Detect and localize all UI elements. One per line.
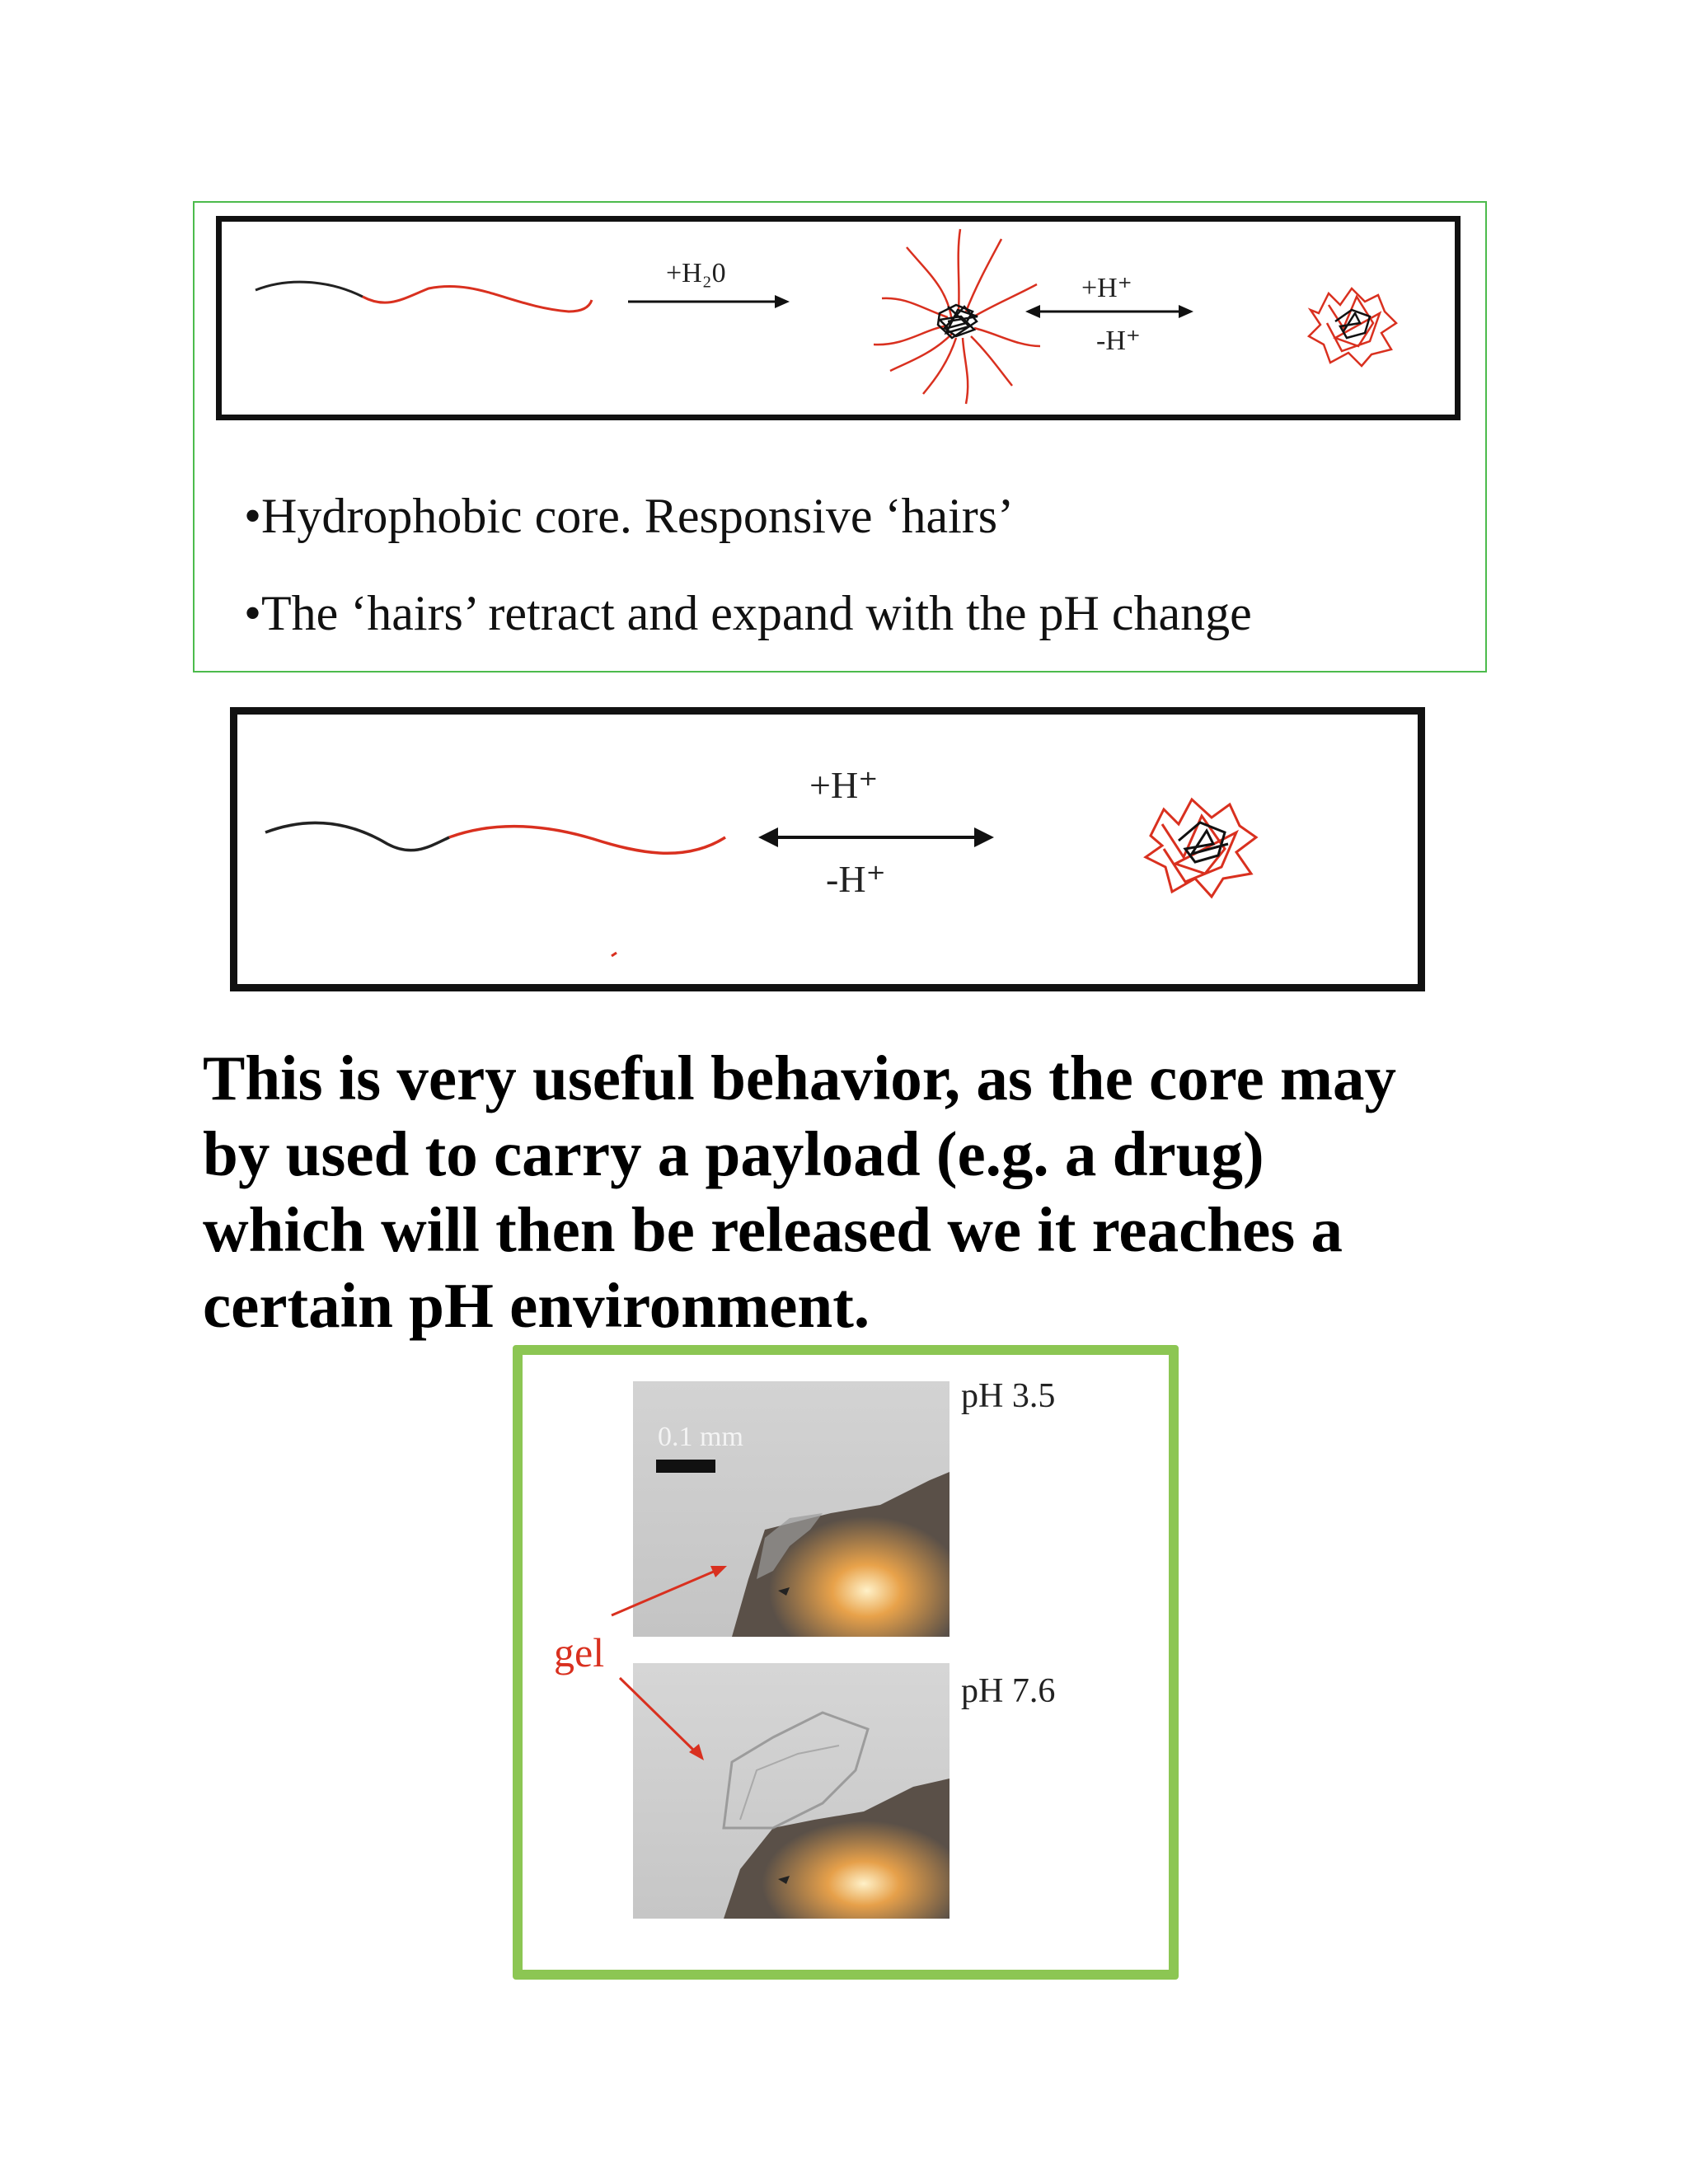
acid-remove-label-1: -H⁺	[1096, 326, 1141, 356]
gel-arrow-top-head	[710, 1566, 727, 1577]
gel-arrow-to-bottom-photo	[620, 1678, 694, 1750]
paragraph-line-1: This is very useful behavior, as the core may	[203, 1043, 1397, 1113]
gel-label: gel	[554, 1629, 605, 1675]
bullet-hairs-retract: •The ‘hairs’ retract and expand with the pH change	[244, 586, 1252, 640]
bullet-hydrophobic-core: •Hydrophobic core. Responsive ‘hairs’	[244, 489, 1015, 543]
acid-add-label-1: +H⁺	[1081, 273, 1132, 303]
paragraph-line-3: which will then be released we it reaches a	[203, 1194, 1343, 1265]
gel-arrow-to-top-photo	[612, 1571, 715, 1615]
ph-7-6-label: pH 7.6	[961, 1672, 1056, 1710]
paragraph-line-4: certain pH environment.	[203, 1270, 870, 1341]
water-addition-label: +H₂0	[666, 258, 726, 288]
ph-3-5-label: pH 3.5	[961, 1377, 1056, 1415]
acid-remove-label-2: -H⁺	[826, 858, 886, 900]
scale-bar-label: 0.1 mm	[658, 1422, 743, 1452]
paragraph-line-2: by used to carry a payload (e.g. a drug)	[203, 1118, 1264, 1189]
acid-add-label-2: +H⁺	[809, 764, 879, 806]
